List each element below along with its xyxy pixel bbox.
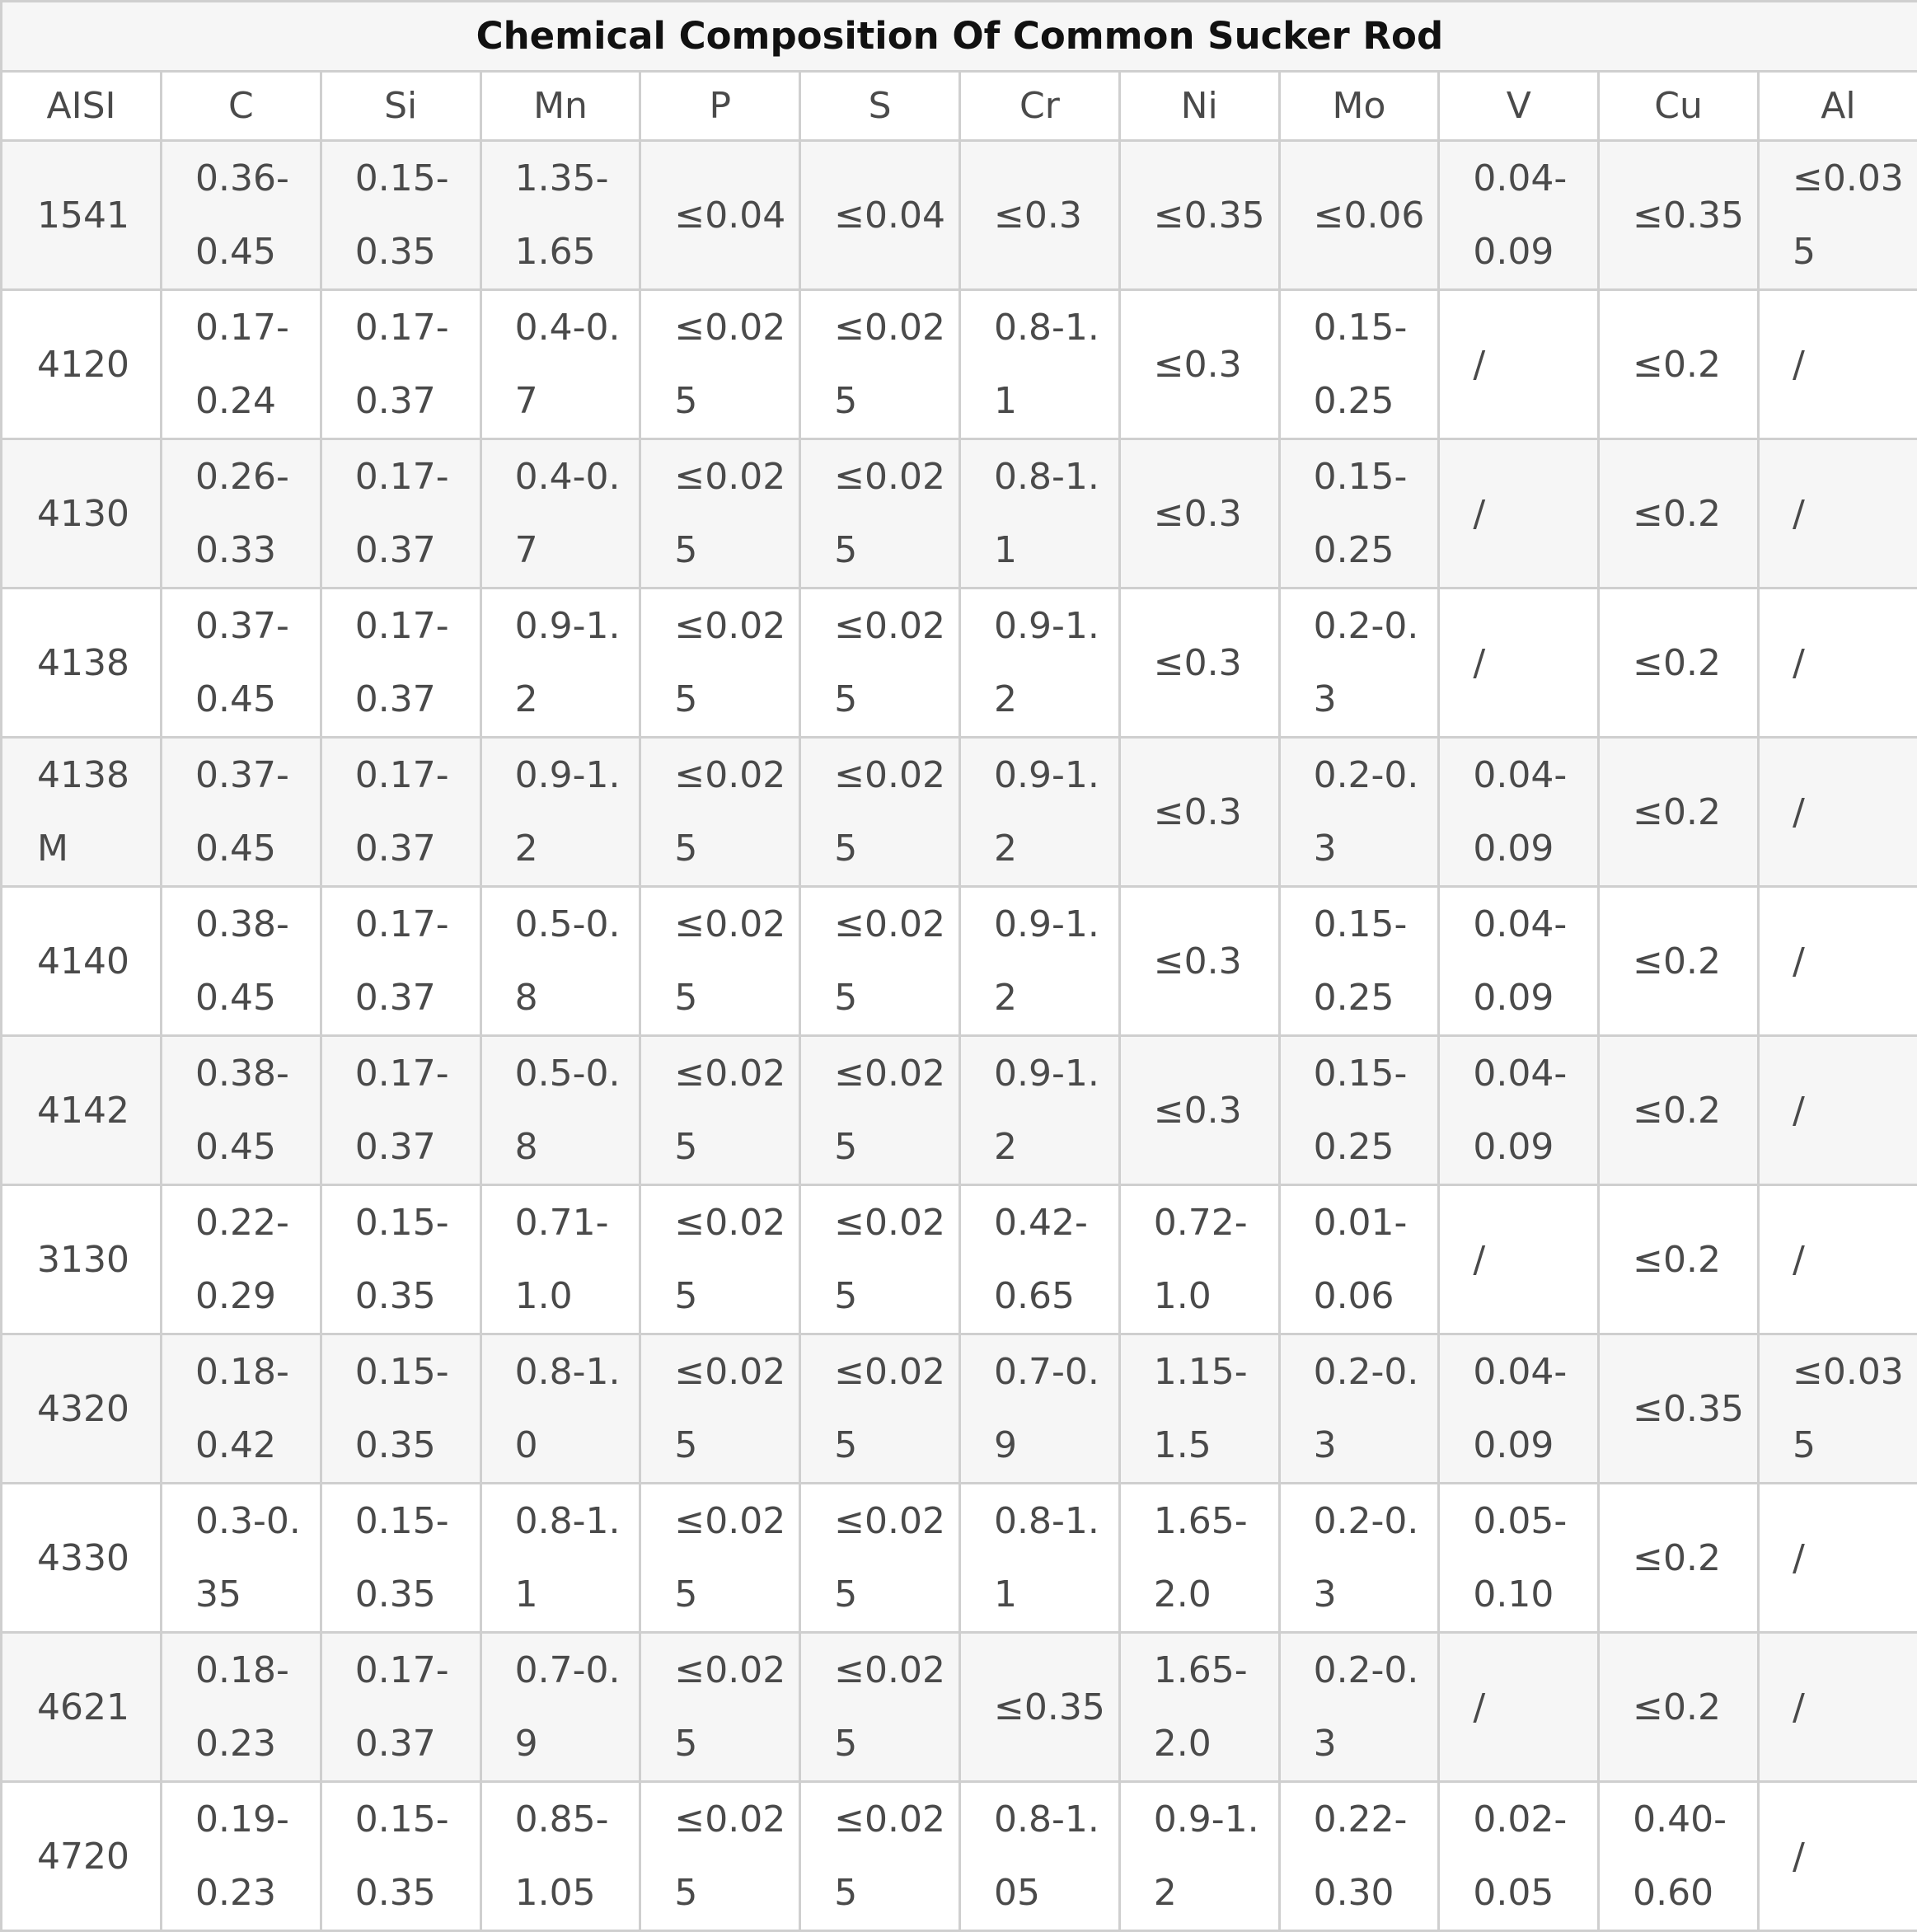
cell-p: ≤0.025	[640, 439, 800, 589]
table-row	[2, 1185, 1917, 1334]
cell-p: ≤0.025	[640, 290, 800, 439]
column-header-p: P	[640, 72, 800, 141]
cell-cu: ≤0.2	[1599, 439, 1759, 589]
cell-al: ≤0.035	[1758, 1334, 1917, 1484]
cell-mn: 0.7-0.9	[480, 1633, 640, 1782]
grade-cell: 4120	[2, 290, 162, 439]
cell-mo: ≤0.06	[1279, 141, 1439, 290]
cell-si: 0.15-0.35	[321, 141, 480, 290]
cell-si: 0.17-0.37	[321, 1633, 480, 1782]
cell-mo: 0.2-0.3	[1279, 1334, 1439, 1484]
cell-s: ≤0.04	[800, 141, 960, 290]
table-row	[2, 1334, 1917, 1484]
cell-al: /	[1758, 589, 1917, 738]
cell-mn: 0.8-1.1	[480, 1484, 640, 1633]
cell-c: 0.37-0.45	[162, 589, 321, 738]
cell-mn: 0.4-0.7	[480, 439, 640, 589]
grade-cell: 4142	[2, 1036, 162, 1185]
cell-ni: 1.15-1.5	[1119, 1334, 1279, 1484]
column-header-v: V	[1439, 72, 1599, 141]
cell-al: ≤0.035	[1758, 141, 1917, 290]
cell-s: ≤0.025	[800, 887, 960, 1036]
cell-cu: ≤0.2	[1599, 738, 1759, 887]
cell-mn: 0.9-1.2	[480, 589, 640, 738]
cell-s: ≤0.025	[800, 290, 960, 439]
cell-mn: 0.5-0.8	[480, 887, 640, 1036]
cell-cr: 0.9-1.2	[959, 589, 1119, 738]
cell-ni: ≤0.3	[1119, 738, 1279, 887]
cell-c: 0.38-0.45	[162, 1036, 321, 1185]
cell-s: ≤0.025	[800, 738, 960, 887]
cell-v: 0.04-0.09	[1439, 1334, 1599, 1484]
cell-mn: 1.35-1.65	[480, 141, 640, 290]
cell-mn: 0.85-1.05	[480, 1782, 640, 1931]
cell-v: /	[1439, 439, 1599, 589]
cell-s: ≤0.025	[800, 1633, 960, 1782]
cell-c: 0.37-0.45	[162, 738, 321, 887]
cell-s: ≤0.025	[800, 1782, 960, 1931]
grade-cell: 4130	[2, 439, 162, 589]
cell-mo: 0.15-0.25	[1279, 1036, 1439, 1185]
cell-si: 0.15-0.35	[321, 1484, 480, 1633]
grade-cell: 3130	[2, 1185, 162, 1334]
cell-al: /	[1758, 439, 1917, 589]
cell-mo: 0.2-0.3	[1279, 1633, 1439, 1782]
cell-al: /	[1758, 1484, 1917, 1633]
cell-cu: ≤0.2	[1599, 1484, 1759, 1633]
cell-si: 0.15-0.35	[321, 1185, 480, 1334]
cell-c: 0.17-0.24	[162, 290, 321, 439]
cell-cr: 0.8-1.1	[959, 290, 1119, 439]
table-body	[2, 141, 1917, 1931]
cell-p: ≤0.025	[640, 589, 800, 738]
cell-c: 0.38-0.45	[162, 887, 321, 1036]
cell-mn: 0.4-0.7	[480, 290, 640, 439]
cell-c: 0.18-0.42	[162, 1334, 321, 1484]
cell-mo: 0.2-0.3	[1279, 738, 1439, 887]
table-row	[2, 1036, 1917, 1185]
column-header-s: S	[800, 72, 960, 141]
cell-mo: 0.15-0.25	[1279, 290, 1439, 439]
cell-si: 0.17-0.37	[321, 439, 480, 589]
grade-cell: 4140	[2, 887, 162, 1036]
column-header-al: Al	[1758, 72, 1917, 141]
cell-p: ≤0.025	[640, 887, 800, 1036]
cell-al: /	[1758, 738, 1917, 887]
cell-si: 0.15-0.35	[321, 1334, 480, 1484]
table-title: Chemical Composition Of Common Sucker Rod	[2, 2, 1917, 72]
cell-c: 0.26-0.33	[162, 439, 321, 589]
cell-al: /	[1758, 1633, 1917, 1782]
cell-cu: 0.40-0.60	[1599, 1782, 1759, 1931]
table-row	[2, 1782, 1917, 1931]
cell-mo: 0.15-0.25	[1279, 439, 1439, 589]
cell-al: /	[1758, 887, 1917, 1036]
column-header-cu: Cu	[1599, 72, 1759, 141]
cell-cr: 0.9-1.2	[959, 738, 1119, 887]
cell-c: 0.19-0.23	[162, 1782, 321, 1931]
cell-p: ≤0.025	[640, 1633, 800, 1782]
table-row	[2, 887, 1917, 1036]
column-header-mo: Mo	[1279, 72, 1439, 141]
cell-p: ≤0.04	[640, 141, 800, 290]
cell-c: 0.36-0.45	[162, 141, 321, 290]
cell-v: 0.04-0.09	[1439, 738, 1599, 887]
column-header-aisi: AISI	[2, 72, 162, 141]
cell-ni: 1.65-2.0	[1119, 1484, 1279, 1633]
table-row	[2, 589, 1917, 738]
column-header-c: C	[162, 72, 321, 141]
cell-mo: 0.2-0.3	[1279, 1484, 1439, 1633]
cell-mn: 0.5-0.8	[480, 1036, 640, 1185]
table-row	[2, 1484, 1917, 1633]
cell-cr: ≤0.35	[959, 1633, 1119, 1782]
cell-v: /	[1439, 1633, 1599, 1782]
cell-v: 0.04-0.09	[1439, 1036, 1599, 1185]
cell-al: /	[1758, 1036, 1917, 1185]
cell-mo: 0.01-0.06	[1279, 1185, 1439, 1334]
cell-cr: 0.9-1.2	[959, 1036, 1119, 1185]
cell-p: ≤0.025	[640, 738, 800, 887]
cell-ni: 0.9-1.2	[1119, 1782, 1279, 1931]
cell-v: 0.04-0.09	[1439, 887, 1599, 1036]
cell-cr: 0.42-0.65	[959, 1185, 1119, 1334]
cell-s: ≤0.025	[800, 1036, 960, 1185]
cell-p: ≤0.025	[640, 1185, 800, 1334]
cell-si: 0.17-0.37	[321, 738, 480, 887]
cell-p: ≤0.025	[640, 1036, 800, 1185]
cell-si: 0.17-0.37	[321, 887, 480, 1036]
cell-mn: 0.8-1.0	[480, 1334, 640, 1484]
grade-cell: 4320	[2, 1334, 162, 1484]
grade-cell: 4621	[2, 1633, 162, 1782]
cell-s: ≤0.025	[800, 1484, 960, 1633]
cell-p: ≤0.025	[640, 1782, 800, 1931]
cell-mn: 0.9-1.2	[480, 738, 640, 887]
cell-si: 0.17-0.37	[321, 290, 480, 439]
cell-si: 0.15-0.35	[321, 1782, 480, 1931]
cell-s: ≤0.025	[800, 1185, 960, 1334]
cell-mn: 0.71-1.0	[480, 1185, 640, 1334]
cell-cu: ≤0.2	[1599, 1633, 1759, 1782]
cell-ni: ≤0.3	[1119, 1036, 1279, 1185]
cell-p: ≤0.025	[640, 1334, 800, 1484]
cell-cr: ≤0.3	[959, 141, 1119, 290]
cell-ni: ≤0.3	[1119, 589, 1279, 738]
cell-si: 0.17-0.37	[321, 589, 480, 738]
grade-cell: 4138M	[2, 738, 162, 887]
cell-cu: ≤0.2	[1599, 887, 1759, 1036]
cell-al: /	[1758, 290, 1917, 439]
table-row	[2, 1633, 1917, 1782]
cell-al: /	[1758, 1185, 1917, 1334]
cell-cr: 0.7-0.9	[959, 1334, 1119, 1484]
cell-cu: ≤0.35	[1599, 141, 1759, 290]
cell-mo: 0.15-0.25	[1279, 887, 1439, 1036]
cell-cr: 0.9-1.2	[959, 887, 1119, 1036]
table-row	[2, 141, 1917, 290]
cell-v: 0.02-0.05	[1439, 1782, 1599, 1931]
grade-cell: 4138	[2, 589, 162, 738]
header-row	[2, 72, 1917, 141]
column-header-ni: Ni	[1119, 72, 1279, 141]
cell-cr: 0.8-1.1	[959, 1484, 1119, 1633]
cell-ni: ≤0.3	[1119, 439, 1279, 589]
grade-cell: 4720	[2, 1782, 162, 1931]
cell-cu: ≤0.35	[1599, 1334, 1759, 1484]
cell-mo: 0.22-0.30	[1279, 1782, 1439, 1931]
cell-v: /	[1439, 290, 1599, 439]
cell-v: /	[1439, 589, 1599, 738]
cell-v: 0.05-0.10	[1439, 1484, 1599, 1633]
table-row	[2, 290, 1917, 439]
column-header-mn: Mn	[480, 72, 640, 141]
cell-ni: ≤0.3	[1119, 887, 1279, 1036]
grade-cell: 1541	[2, 141, 162, 290]
cell-si: 0.17-0.37	[321, 1036, 480, 1185]
cell-cu: ≤0.2	[1599, 290, 1759, 439]
grade-cell: 4330	[2, 1484, 162, 1633]
cell-v: /	[1439, 1185, 1599, 1334]
cell-ni: 0.72-1.0	[1119, 1185, 1279, 1334]
table-row	[2, 738, 1917, 887]
cell-p: ≤0.025	[640, 1484, 800, 1633]
cell-c: 0.18-0.23	[162, 1633, 321, 1782]
cell-al: /	[1758, 1782, 1917, 1931]
cell-cr: 0.8-1.05	[959, 1782, 1119, 1931]
cell-cr: 0.8-1.1	[959, 439, 1119, 589]
cell-mo: 0.2-0.3	[1279, 589, 1439, 738]
cell-s: ≤0.025	[800, 439, 960, 589]
cell-ni: ≤0.3	[1119, 290, 1279, 439]
cell-c: 0.3-0.35	[162, 1484, 321, 1633]
cell-s: ≤0.025	[800, 589, 960, 738]
cell-ni: ≤0.35	[1119, 141, 1279, 290]
cell-c: 0.22-0.29	[162, 1185, 321, 1334]
column-header-si: Si	[321, 72, 480, 141]
cell-s: ≤0.025	[800, 1334, 960, 1484]
cell-v: 0.04-0.09	[1439, 141, 1599, 290]
cell-ni: 1.65-2.0	[1119, 1633, 1279, 1782]
cell-cu: ≤0.2	[1599, 1036, 1759, 1185]
column-header-cr: Cr	[959, 72, 1119, 141]
table-row	[2, 439, 1917, 589]
cell-cu: ≤0.2	[1599, 1185, 1759, 1334]
cell-cu: ≤0.2	[1599, 589, 1759, 738]
